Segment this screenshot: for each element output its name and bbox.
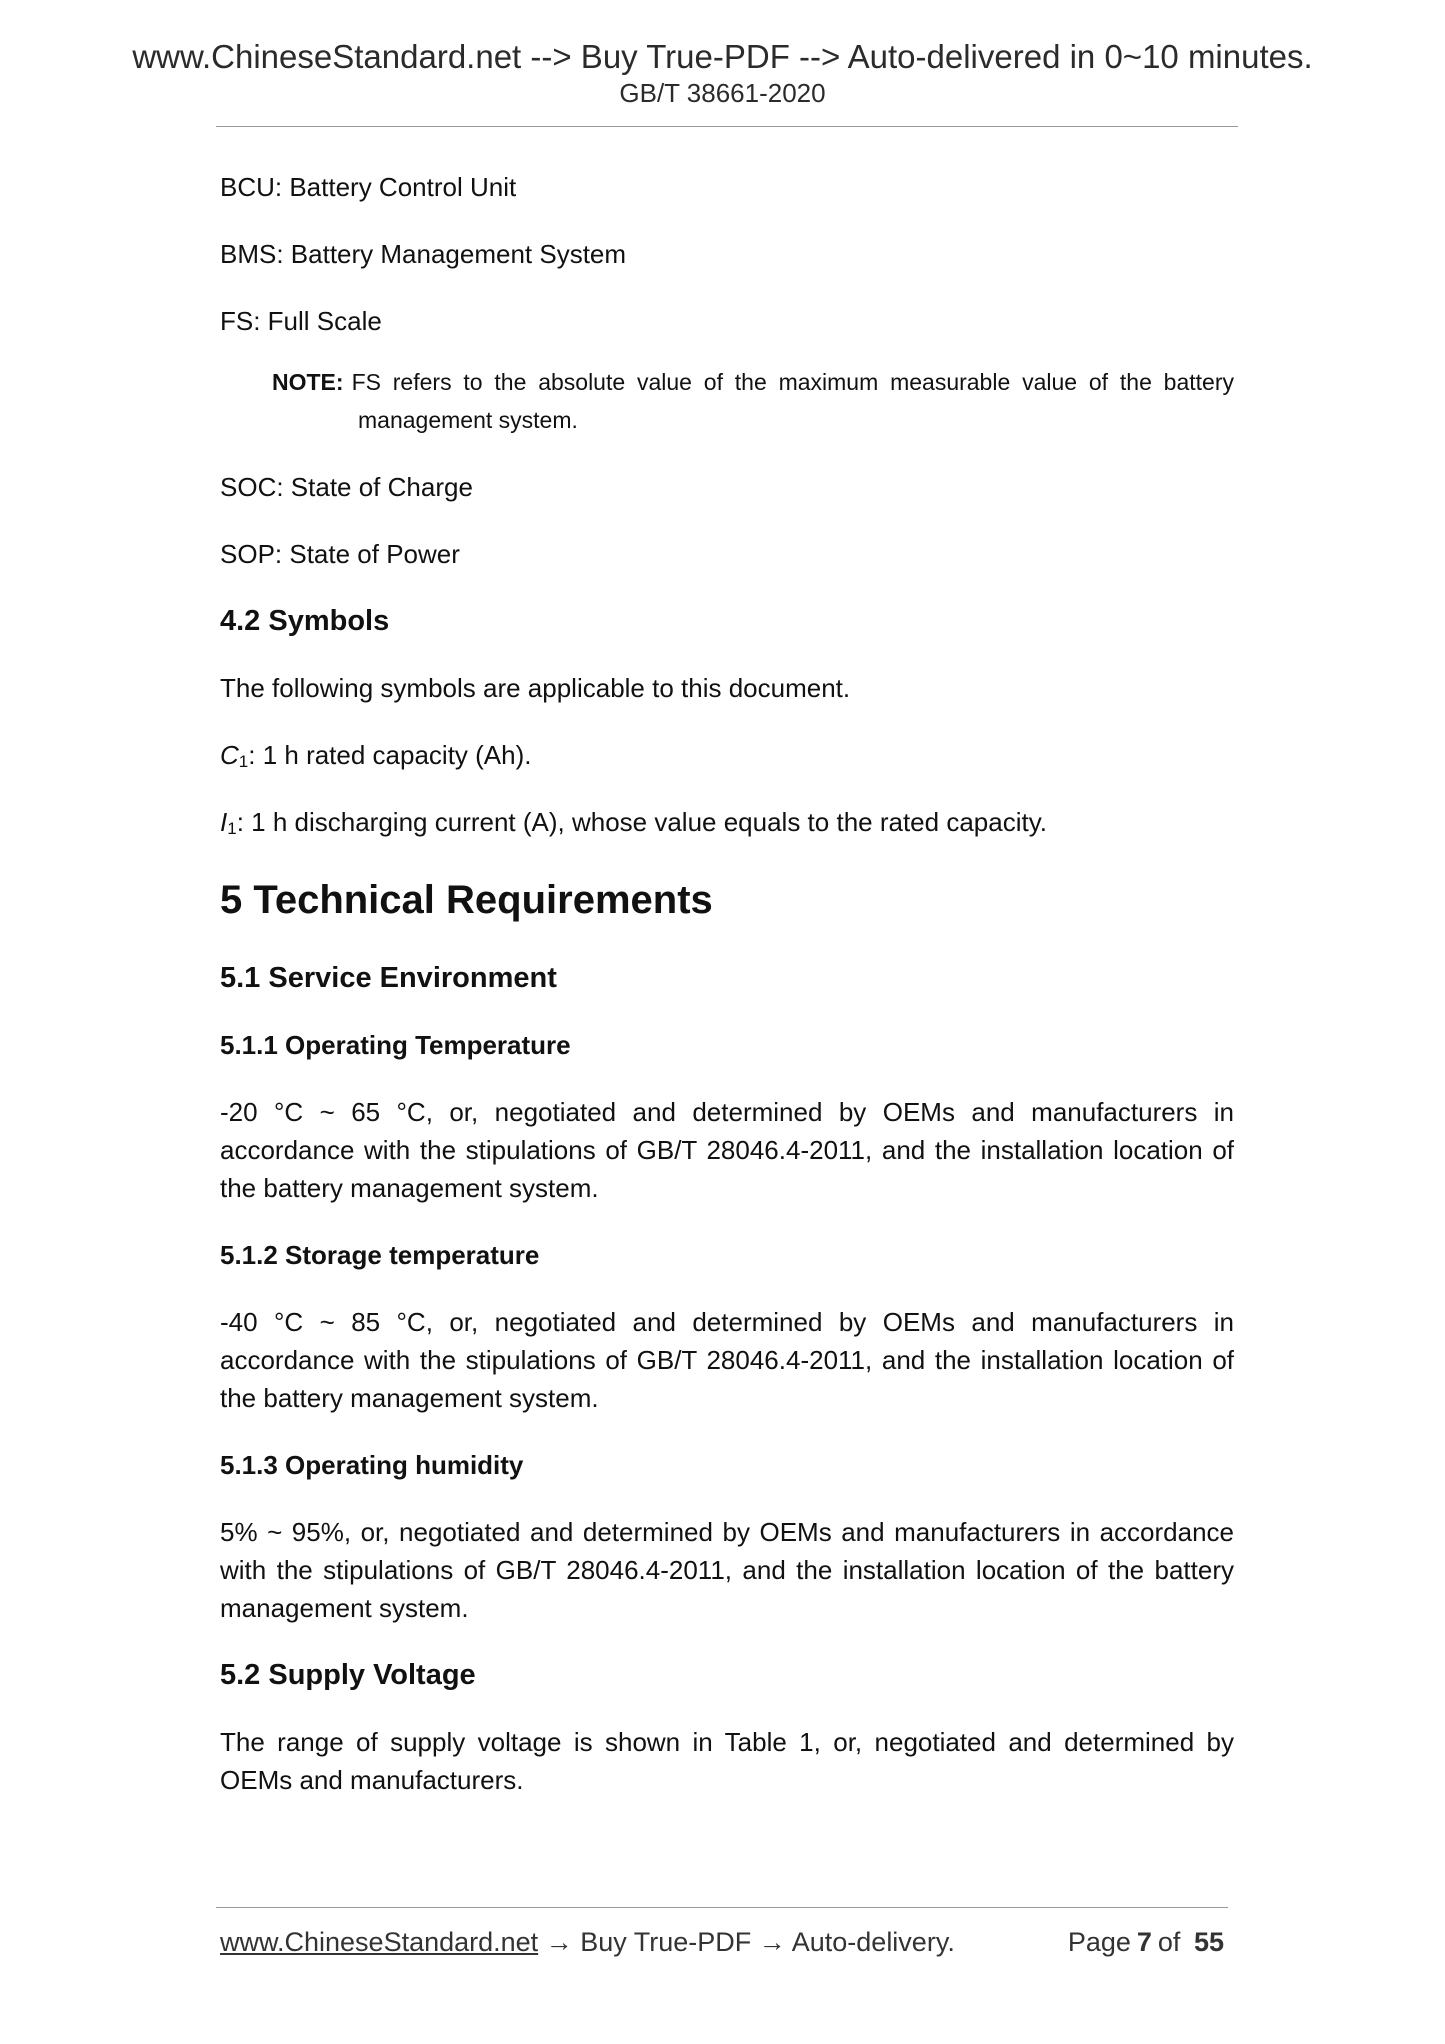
note-block (272, 363, 1234, 439)
standard-number: GB/T 38661-2020 (619, 78, 826, 108)
symbol-i1-text: : 1 h discharging current (A), whose value equals to the rated capacity. (236, 807, 1047, 837)
heading-service-environment: 5.1 Service Environment (220, 962, 557, 994)
symbol-i1 (220, 803, 1234, 841)
header-banner: www.ChineseStandard.net --> Buy True-PDF --> Auto-delivered in 0~10 minutes. (132, 38, 1313, 75)
heading-operating-humidity: 5.1.3 Operating humidity (220, 1450, 524, 1480)
symbol-c1 (220, 736, 1234, 774)
operating-temperature-text: -20 °C ~ 65 °C, or, negotiated and determined by OEMs and manufacturers in accordance with the stipulations of GB/T 28046.4-2011, and the installation location of the battery management system. (220, 1097, 1234, 1203)
header-divider (216, 126, 1238, 127)
heading-storage-temperature: 5.1.2 Storage temperature (220, 1240, 540, 1270)
page-number: 7 (1136, 1927, 1152, 1957)
heading-operating-temperature: 5.1.1 Operating Temperature (220, 1030, 571, 1060)
footer-divider (216, 1907, 1228, 1908)
symbol-c1-subscript: 1 (238, 752, 249, 771)
abbr-bms: BMS: Battery Management System (220, 239, 627, 269)
operating-humidity-text: 5% ~ 95%, or, negotiated and determined by OEMs and manufacturers in accordance with the stipulations of GB/T 28046.4-2011, and the installation location of the battery management system. (220, 1517, 1234, 1623)
note-text-line2: management system. (358, 407, 578, 433)
page-counter (1068, 1927, 1230, 1958)
of-label: of (1157, 1927, 1181, 1957)
symbol-c1-text: : 1 h rated capacity (Ah). (248, 740, 532, 770)
storage-temperature-text: -40 °C ~ 85 °C, or, negotiated and determined by OEMs and manufacturers in accordance with the stipulations of GB/T 28046.4-2011, and the installation location of the battery management system. (220, 1307, 1234, 1413)
supply-voltage-text: The range of supply voltage is shown in Table 1, or, negotiated and determined by OEMs and manufacturers. (220, 1727, 1234, 1795)
symbols-intro: The following symbols are applicable to this document. (220, 673, 851, 703)
abbr-bcu: BCU: Battery Control Unit (220, 172, 517, 202)
note-label: NOTE: (272, 369, 344, 395)
heading-supply-voltage: 5.2 Supply Voltage (220, 1659, 476, 1691)
abbr-sop: SOP: State of Power (220, 539, 460, 569)
footer-site-link[interactable]: www.ChineseStandard.net (220, 1927, 539, 1957)
footer-tagline: → Buy True-PDF → Auto-delivery. (538, 1927, 955, 1957)
page-total: 55 (1193, 1927, 1224, 1957)
heading-technical-requirements: 5 Technical Requirements (220, 878, 713, 922)
symbol-i1-letter: I (220, 807, 228, 837)
abbr-fs: FS: Full Scale (220, 306, 382, 336)
page-label: Page (1067, 1927, 1131, 1957)
heading-symbols: 4.2 Symbols (220, 605, 390, 637)
abbr-soc: SOC: State of Charge (220, 472, 473, 502)
symbol-c1-letter: C (220, 740, 239, 770)
page-footer (220, 1927, 1230, 1958)
document-body (220, 168, 1234, 1828)
note-text-line1: FS refers to the absolute value of the maximum measurable value of the battery (351, 369, 1234, 395)
symbol-i1-subscript: 1 (227, 819, 237, 838)
